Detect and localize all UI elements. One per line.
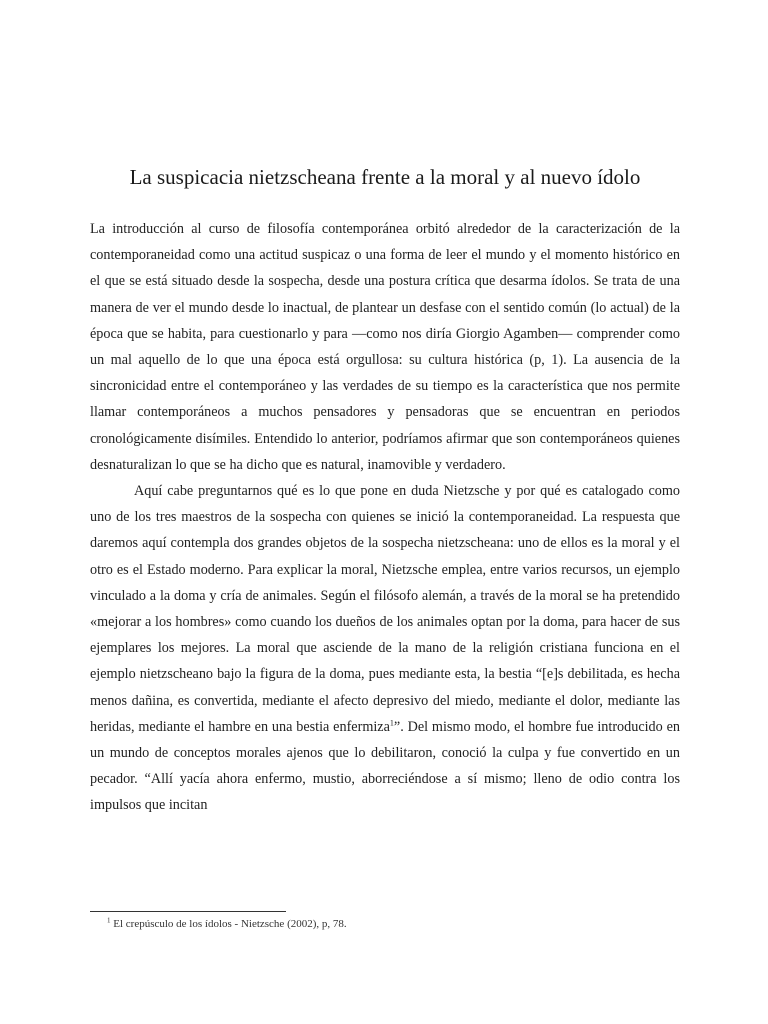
footnote-reference: 1 xyxy=(389,718,394,728)
document-title: La suspicacia nietzscheana frente a la moral y al nuevo ídolo xyxy=(129,165,641,189)
footnote-number: 1 xyxy=(107,916,111,925)
paragraph-2 xyxy=(90,478,680,819)
footnote-text: El crepúsculo de los ídolos - Nietzsche (2002), p, 78. xyxy=(110,918,347,930)
paragraph-1: La introducción al curso de filosofía contemporánea orbitó alrededor de la caracterización de la contemporaneidad como una actitud suspicaz o una forma de leer el mundo y el momento histórico en el que se está situado desde la sospecha, desde una postura crítica que desarma ídolos. Se trata de una manera de ver el mundo desde lo inactual, de plantear un desfase con el sentido común (lo actual) de la época que se habita, para cuestionarlo y para —como nos diría Giorgio Agamben— comprender como un mal aquello de lo que una época está orgullosa: su cultura histórica (p, 1). La ausencia de la sincronicidad entre el contemporáneo y las verdades de su tiempo es la característica que nos permite llamar contemporáneos a muchos pensadores y pensadoras que se encuentran en periodos cronológicamente disímiles. Entendido lo anterior, podríamos afirmar que son contemporáneos quienes desnaturalizan lo que se ha dicho que es natural, inamovible y verdadero. xyxy=(90,221,680,473)
document-body xyxy=(90,216,680,819)
paragraph-2-text-before-note: Aquí cabe preguntarnos qué es lo que pone en duda Nietzsche y por qué es catalogado como uno de los tres maestros de la sospecha con quienes se inició la contemporaneidad. La respuesta que daremos aquí contempla dos grandes objetos de la sospecha nietzscheana: uno de ellos es la moral y el otro es el Estado moderno. Para explicar la moral, Nietzsche emplea, entre varios recursos, un ejemplo vinculado a la doma y cría de animales. Según el filósofo alemán, a través de la moral se ha pretendido «mejorar a los hombres» como cuando los dueños de los animales optan por la doma, para hacer de sus ejemplares los mejores. La moral que asciende de la mano de la religión cristiana funciona en el ejemplo nietzscheano bajo la figura de la doma, pues mediante esta, la bestia “[e]s debilitada, es hecha menos dañina, es convertida, mediante el afecto depresivo del miedo, mediante el dolor, mediante las heridas, mediante el hambre en una bestia enfermiza xyxy=(90,483,680,735)
footnote xyxy=(107,917,347,931)
footnote-separator xyxy=(90,911,286,912)
paragraph-2-text-after-note: ”. Del mismo modo, el hombre fue introducido en un mundo de conceptos morales ajenos que lo debilitaron, conoció la culpa y fue convertido en un pecador. “Allí yacía ahora enfermo, mustio, aborreciéndose a sí mismo; lleno de odio contra los impulsos que incitan xyxy=(90,718,680,814)
